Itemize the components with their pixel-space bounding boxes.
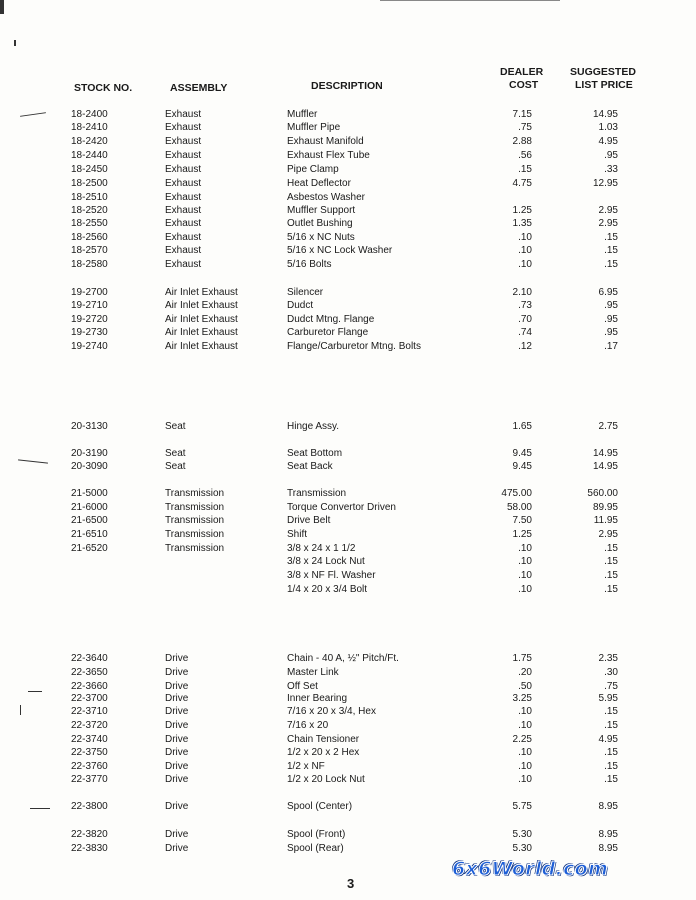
cell-assembly: Exhaust (165, 205, 202, 216)
cell-stock-no: 21-6000 (71, 502, 108, 513)
cell-description: Inner Bearing (287, 693, 348, 704)
cell-dealer-cost: 2.88 (512, 136, 532, 147)
cell-dealer-cost: 9.45 (512, 461, 532, 472)
cell-dealer-cost: .10 (518, 584, 532, 595)
cell-assembly: Exhaust (165, 232, 202, 243)
cell-description: Torque Convertor Driven (287, 502, 396, 513)
cell-description: 7/16 x 20 x 3/4, Hex (287, 706, 376, 717)
cell-stock-no: 18-2580 (71, 259, 108, 270)
cell-assembly: Drive (165, 653, 189, 664)
cell-list-price: 4.95 (598, 136, 618, 147)
cell-description: Chain - 40 A, ½" Pitch/Ft. (287, 653, 399, 664)
cell-dealer-cost: .10 (518, 570, 532, 581)
cell-description: Muffler Support (287, 205, 356, 216)
header-stock-no: STOCK NO. (74, 82, 133, 94)
cell-dealer-cost: .10 (518, 720, 532, 731)
cell-dealer-cost: .10 (518, 232, 532, 243)
cell-stock-no: 22-3830 (71, 843, 108, 854)
cell-assembly: Drive (165, 843, 189, 854)
cell-description: Pipe Clamp (287, 164, 339, 175)
cell-list-price: .95 (604, 150, 618, 161)
watermark-logo: 6x6World.com (452, 858, 609, 880)
cell-dealer-cost: 5.30 (512, 829, 532, 840)
cell-assembly: Air Inlet Exhaust (165, 327, 238, 338)
cell-list-price: 12.95 (592, 178, 618, 189)
cell-stock-no: 18-2400 (71, 109, 108, 120)
cell-assembly: Air Inlet Exhaust (165, 341, 238, 352)
cell-description: Flange/Carburetor Mtng. Bolts (287, 341, 421, 352)
cell-list-price: 560.00 (587, 488, 618, 499)
cell-dealer-cost: 3.25 (512, 693, 532, 704)
cell-description: Chain Tensioner (287, 734, 360, 745)
cell-dealer-cost: .73 (518, 300, 532, 311)
cell-stock-no: 20-3190 (71, 448, 108, 459)
cell-dealer-cost: 5.75 (512, 801, 532, 812)
cell-assembly: Drive (165, 667, 189, 678)
header-description: DESCRIPTION (311, 80, 383, 92)
cell-assembly: Transmission (165, 529, 225, 540)
cell-description: Muffler Pipe (287, 122, 341, 133)
cell-stock-no: 22-3740 (71, 734, 108, 745)
cell-dealer-cost: 1.75 (512, 653, 532, 664)
cell-list-price: .15 (604, 774, 618, 785)
cell-description: Off Set (287, 681, 318, 692)
cell-assembly: Drive (165, 734, 189, 745)
cell-stock-no: 22-3700 (71, 693, 108, 704)
cell-list-price: 14.95 (592, 461, 618, 472)
cell-assembly: Drive (165, 747, 189, 758)
cell-assembly: Drive (165, 706, 189, 717)
cell-stock-no: 22-3650 (71, 667, 108, 678)
cell-description: Shift (287, 529, 308, 540)
cell-assembly: Exhaust (165, 259, 202, 270)
cell-description: 1/4 x 20 x 3/4 Bolt (287, 584, 368, 595)
cell-assembly: Exhaust (165, 178, 202, 189)
cell-list-price: .15 (604, 584, 618, 595)
header-list-line2: LIST PRICE (575, 79, 633, 91)
cell-list-price: .15 (604, 556, 618, 567)
cell-list-price: .15 (604, 706, 618, 717)
cell-assembly: Air Inlet Exhaust (165, 287, 238, 298)
header-list-line1: SUGGESTED (570, 66, 636, 78)
cell-assembly: Transmission (165, 488, 225, 499)
cell-list-price: .17 (604, 341, 618, 352)
cell-dealer-cost: .10 (518, 259, 532, 270)
cell-dealer-cost: 4.75 (512, 178, 532, 189)
cell-dealer-cost: 475.00 (501, 488, 532, 499)
header-assembly: ASSEMBLY (170, 82, 228, 94)
cell-assembly: Exhaust (165, 245, 202, 256)
cell-dealer-cost: .15 (518, 164, 532, 175)
cell-assembly: Drive (165, 774, 189, 785)
cell-description: 7/16 x 20 (287, 720, 329, 731)
cell-stock-no: 19-2720 (71, 314, 108, 325)
cell-stock-no: 19-2710 (71, 300, 108, 311)
cell-dealer-cost: .10 (518, 761, 532, 772)
cell-stock-no: 20-3090 (71, 461, 108, 472)
cell-dealer-cost: 9.45 (512, 448, 532, 459)
cell-assembly: Drive (165, 693, 189, 704)
cell-stock-no: 18-2510 (71, 192, 108, 203)
cell-stock-no: 21-5000 (71, 488, 108, 499)
page-number: 3 (347, 876, 355, 891)
cell-list-price: 8.95 (598, 829, 618, 840)
cell-list-price: 2.95 (598, 205, 618, 216)
cell-stock-no: 18-2450 (71, 164, 108, 175)
scan-mark (14, 40, 16, 46)
cell-assembly: Exhaust (165, 136, 202, 147)
cell-description: 5/16 x NC Lock Washer (287, 245, 393, 256)
cell-description: 5/16 x NC Nuts (287, 232, 355, 243)
scan-mark (20, 112, 46, 117)
cell-description: 3/8 x NF Fl. Washer (287, 570, 376, 581)
cell-dealer-cost: 2.10 (512, 287, 532, 298)
cell-stock-no: 18-2520 (71, 205, 108, 216)
cell-stock-no: 18-2570 (71, 245, 108, 256)
cell-dealer-cost: .74 (518, 327, 532, 338)
scan-mark (0, 0, 4, 14)
cell-list-price: 8.95 (598, 801, 618, 812)
cell-dealer-cost: .10 (518, 245, 532, 256)
cell-dealer-cost: .20 (518, 667, 532, 678)
cell-stock-no: 22-3770 (71, 774, 108, 785)
cell-description: Asbestos Washer (287, 192, 365, 203)
cell-assembly: Exhaust (165, 122, 202, 133)
cell-list-price: .15 (604, 245, 618, 256)
cell-dealer-cost: 1.25 (512, 205, 532, 216)
cell-assembly: Exhaust (165, 218, 202, 229)
cell-description: Muffler (287, 109, 318, 120)
cell-list-price: 14.95 (592, 109, 618, 120)
cell-list-price: 2.95 (598, 218, 618, 229)
cell-assembly: Drive (165, 801, 189, 812)
cell-description: Seat Back (287, 461, 333, 472)
cell-stock-no: 18-2440 (71, 150, 108, 161)
cell-assembly: Transmission (165, 502, 225, 513)
cell-list-price: 8.95 (598, 843, 618, 854)
cell-assembly: Exhaust (165, 109, 202, 120)
cell-description: Outlet Bushing (287, 218, 353, 229)
cell-stock-no: 19-2740 (71, 341, 108, 352)
cell-stock-no: 18-2560 (71, 232, 108, 243)
cell-description: Silencer (287, 287, 324, 298)
cell-stock-no: 22-3640 (71, 653, 108, 664)
cell-dealer-cost: .10 (518, 706, 532, 717)
cell-stock-no: 21-6500 (71, 515, 108, 526)
cell-description: 5/16 Bolts (287, 259, 332, 270)
scan-mark (380, 0, 560, 1)
cell-description: Exhaust Manifold (287, 136, 364, 147)
cell-dealer-cost: .50 (518, 681, 532, 692)
cell-description: Drive Belt (287, 515, 331, 526)
cell-description: 3/8 x 24 x 1 1/2 (287, 543, 356, 554)
cell-assembly: Air Inlet Exhaust (165, 300, 238, 311)
cell-dealer-cost: 1.65 (512, 421, 532, 432)
cell-list-price: 2.35 (598, 653, 618, 664)
cell-description: Spool (Rear) (287, 843, 344, 854)
cell-description: 1/2 x 20 x 2 Hex (287, 747, 360, 758)
cell-list-price: 11.95 (593, 515, 618, 526)
cell-list-price: .95 (604, 300, 618, 311)
cell-list-price: .15 (604, 259, 618, 270)
cell-assembly: Exhaust (165, 192, 202, 203)
cell-description: Seat Bottom (287, 448, 343, 459)
cell-assembly: Transmission (165, 543, 225, 554)
scan-mark (18, 459, 48, 463)
cell-stock-no: 21-6510 (71, 529, 108, 540)
cell-assembly: Transmission (165, 515, 225, 526)
scan-mark (28, 691, 42, 692)
cell-description: Master Link (287, 667, 339, 678)
cell-dealer-cost: 5.30 (512, 843, 532, 854)
cell-stock-no: 18-2500 (71, 178, 108, 189)
cell-assembly: Exhaust (165, 150, 202, 161)
cell-dealer-cost: .10 (518, 774, 532, 785)
cell-description: Exhaust Flex Tube (287, 150, 370, 161)
cell-list-price: .15 (604, 747, 618, 758)
cell-stock-no: 22-3800 (71, 801, 108, 812)
cell-list-price: .15 (604, 720, 618, 731)
cell-stock-no: 22-3760 (71, 761, 108, 772)
cell-list-price: .15 (604, 543, 618, 554)
cell-list-price: .95 (604, 314, 618, 325)
cell-assembly: Drive (165, 829, 189, 840)
cell-list-price: 2.75 (598, 421, 618, 432)
cell-dealer-cost: .12 (518, 341, 532, 352)
cell-list-price: 5.95 (598, 693, 618, 704)
cell-list-price: .15 (604, 761, 618, 772)
cell-description: 3/8 x 24 Lock Nut (287, 556, 365, 567)
cell-list-price: 89.95 (592, 502, 618, 513)
cell-assembly: Drive (165, 681, 189, 692)
cell-description: Hinge Assy. (287, 421, 340, 432)
cell-list-price: 1.03 (598, 122, 618, 133)
cell-list-price: 2.95 (598, 529, 618, 540)
cell-stock-no: 22-3820 (71, 829, 108, 840)
cell-stock-no: 20-3130 (71, 421, 108, 432)
header-dealer-line2: COST (509, 79, 539, 91)
cell-description: Carburetor Flange (287, 327, 369, 338)
cell-list-price: .15 (604, 570, 618, 581)
cell-stock-no: 18-2420 (71, 136, 108, 147)
cell-assembly: Seat (165, 461, 186, 472)
cell-dealer-cost: .56 (518, 150, 532, 161)
cell-stock-no: 21-6520 (71, 543, 108, 554)
cell-list-price: 14.95 (592, 448, 618, 459)
cell-list-price: .30 (604, 667, 618, 678)
cell-description: 1/2 x 20 Lock Nut (287, 774, 365, 785)
header-dealer-line1: DEALER (500, 66, 544, 78)
scan-mark (30, 808, 50, 809)
cell-stock-no: 22-3750 (71, 747, 108, 758)
cell-dealer-cost: 2.25 (512, 734, 532, 745)
cell-assembly: Seat (165, 421, 186, 432)
cell-stock-no: 18-2410 (71, 122, 108, 133)
cell-stock-no: 22-3660 (71, 681, 108, 692)
cell-dealer-cost: .70 (518, 314, 532, 325)
cell-description: Heat Deflector (287, 178, 351, 189)
cell-dealer-cost: .75 (518, 122, 532, 133)
cell-assembly: Drive (165, 761, 189, 772)
cell-list-price: .15 (604, 232, 618, 243)
cell-list-price: .75 (604, 681, 618, 692)
cell-description: Dudct Mtng. Flange (287, 314, 375, 325)
cell-description: Dudct (287, 300, 314, 311)
cell-stock-no: 19-2730 (71, 327, 108, 338)
cell-list-price: 6.95 (598, 287, 618, 298)
cell-list-price: 4.95 (598, 734, 618, 745)
cell-list-price: .95 (604, 327, 618, 338)
cell-dealer-cost: .10 (518, 543, 532, 554)
cell-assembly: Seat (165, 448, 186, 459)
cell-dealer-cost: 7.15 (512, 109, 532, 120)
cell-assembly: Air Inlet Exhaust (165, 314, 238, 325)
cell-dealer-cost: 7.50 (512, 515, 532, 526)
cell-assembly: Drive (165, 720, 189, 731)
cell-dealer-cost: 1.25 (512, 529, 532, 540)
cell-description: 1/2 x NF (287, 761, 325, 772)
cell-dealer-cost: 58.00 (506, 502, 532, 513)
cell-dealer-cost: .10 (518, 556, 532, 567)
cell-list-price: .33 (604, 164, 618, 175)
cell-description: Spool (Front) (287, 829, 346, 840)
cell-stock-no: 19-2700 (71, 287, 108, 298)
cell-dealer-cost: .10 (518, 747, 532, 758)
cell-description: Spool (Center) (287, 801, 353, 812)
cell-dealer-cost: 1.35 (512, 218, 532, 229)
scan-mark (20, 705, 21, 715)
cell-stock-no: 22-3720 (71, 720, 108, 731)
cell-description: Transmission (287, 488, 347, 499)
cell-assembly: Exhaust (165, 164, 202, 175)
cell-stock-no: 18-2550 (71, 218, 108, 229)
cell-stock-no: 22-3710 (71, 706, 108, 717)
